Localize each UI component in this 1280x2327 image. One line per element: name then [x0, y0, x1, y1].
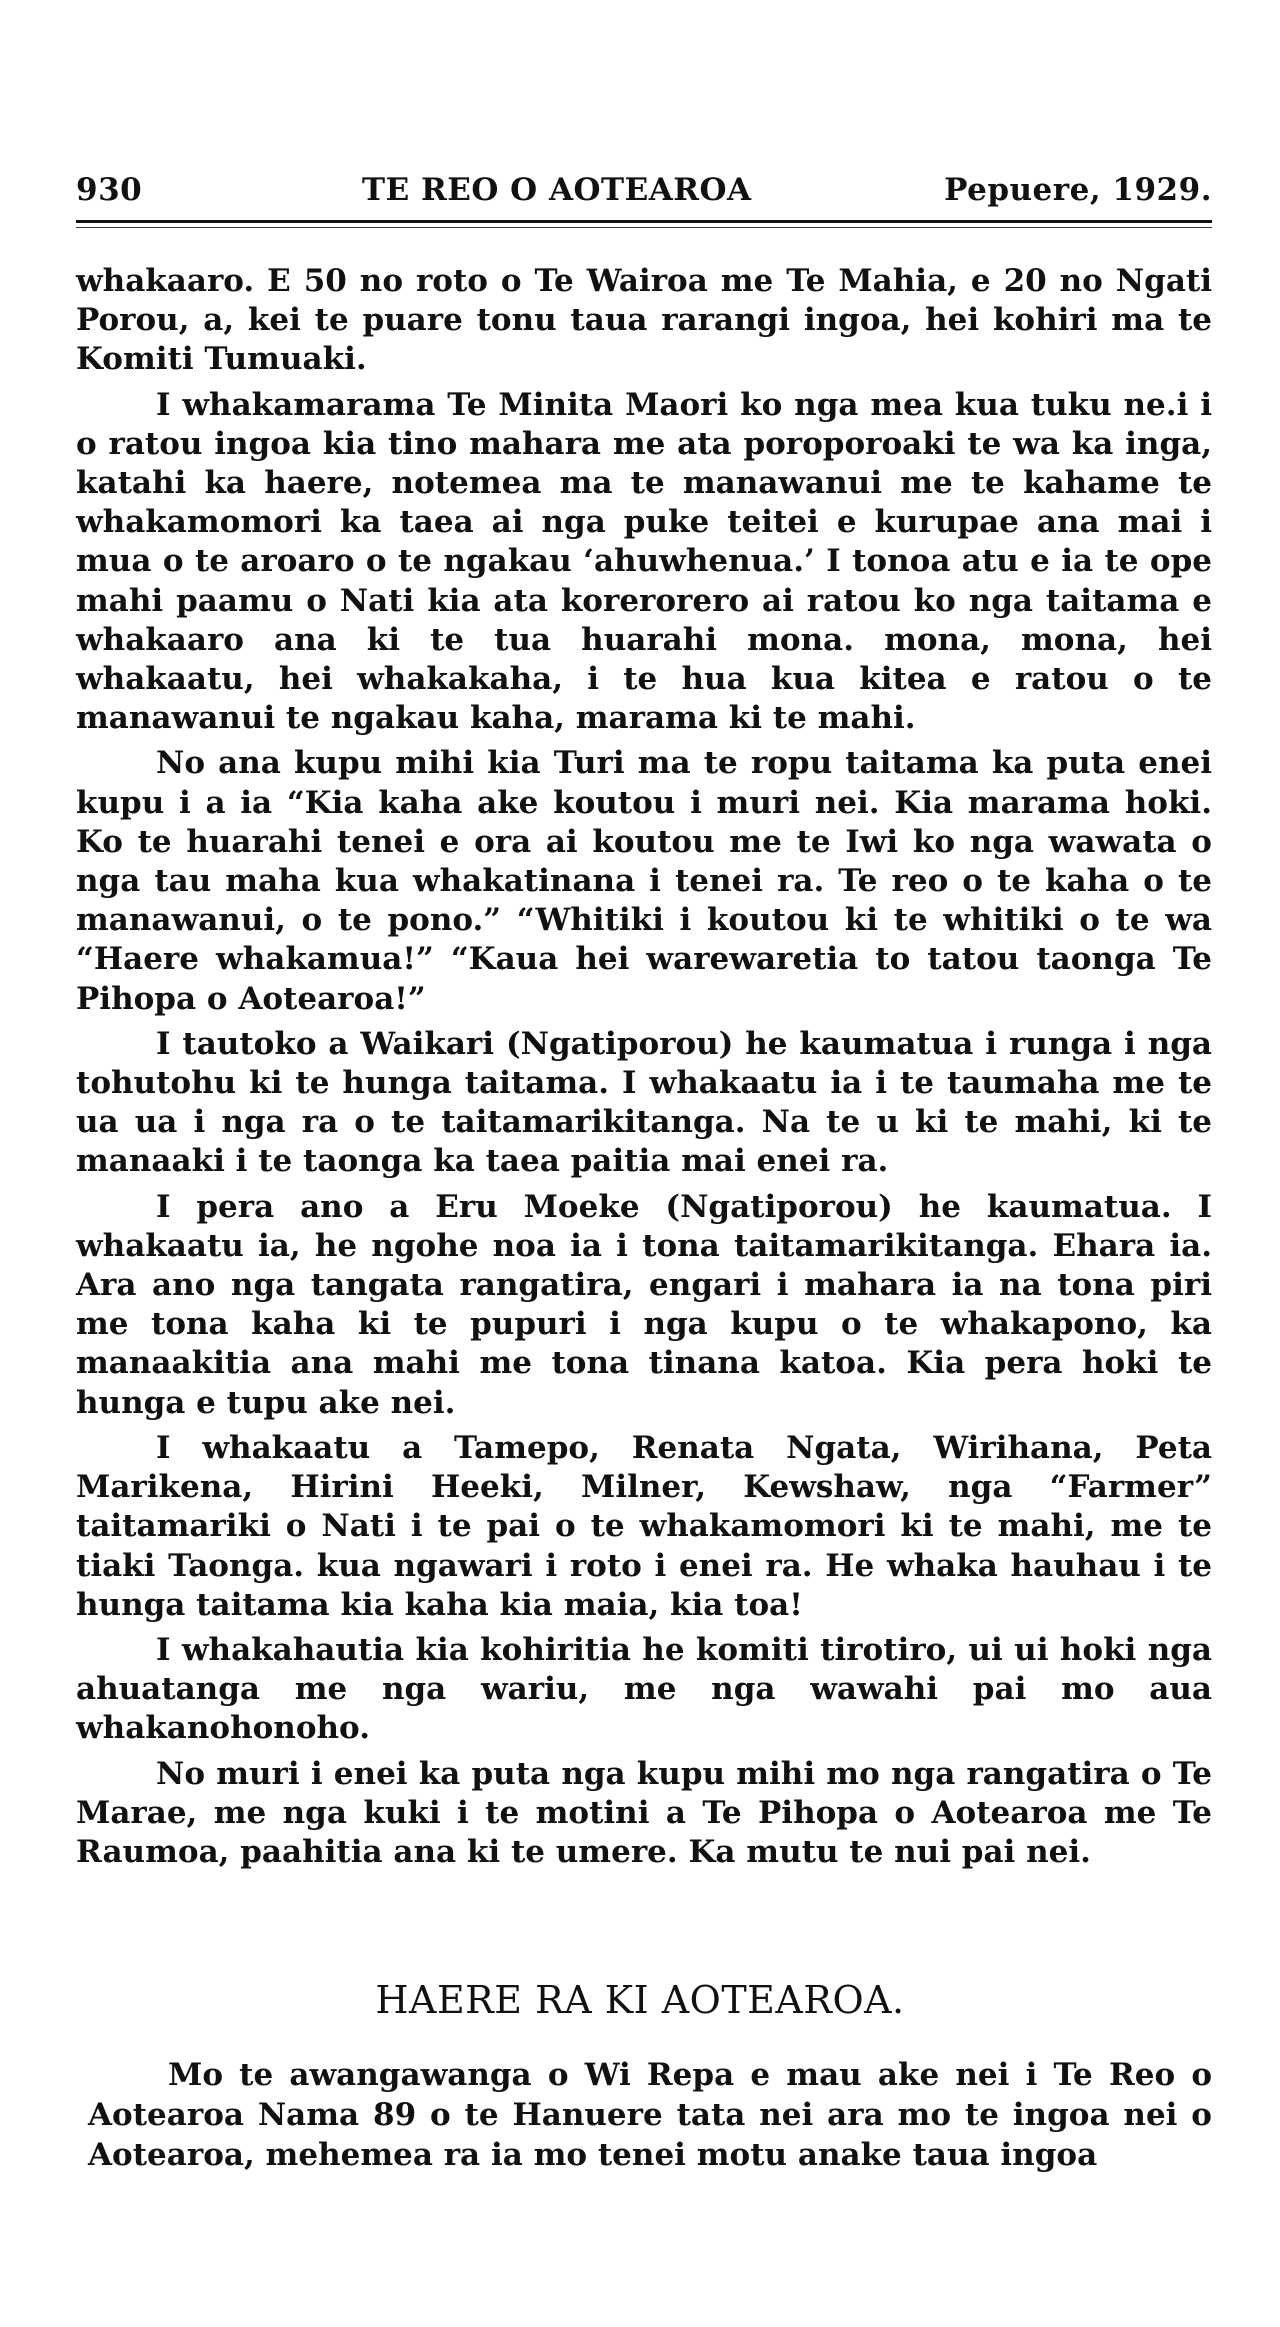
- paragraph: I whakaatu a Tamepo, Renata Ngata, Wirihana, Peta Marikena, Hirini Heeki, Milner, Kewshaw, nga “Farmer” taitamariki o Nati i te pai o te whakamomori ki te mahi, me te tiaki Taonga. kua ngawari i roto i enei ra. He whaka hauhau i te hunga taitama kia kaha kia maia, kia toa!: [76, 1429, 1212, 1623]
- running-head: [76, 172, 1212, 216]
- section-body: [88, 2055, 1212, 2175]
- paragraph: I whakamarama Te Minita Maori ko nga mea kua tuku ne.i i o ratou ingoa kia tino mahara me ata poroporoaki te wa ka inga, katahi ka haere, notemea ma te manawanui me te kahame te whakamomori ka taea ai nga puke teitei e kurupae ana mai i mua o te aroaro o te ngakau ‘ahuwhenua.’ I tonoa atu e ia te ope mahi paamu o Nati kia ata korerorero ai ratou ko nga taitama e whakaaro ana ki te tua huarahi mona. mona, mona, hei whakaatu, hei whakakaha, i te hua kua kitea e ratou o te manawanui te ngakau kaha, marama ki te mahi.: [76, 386, 1212, 737]
- issue-date: Pepuere, 1929.: [944, 172, 1212, 208]
- page-number: 930: [76, 172, 143, 208]
- paragraph: No ana kupu mihi kia Turi ma te ropu taitama ka puta enei kupu i a ia “Kia kaha ake koutou i muri nei. Kia marama hoki. Ko te huarahi tenei e ora ai koutou me te Iwi ko nga wawata o nga tau maha kua whakatinana i tenei ra. Te reo o te kaha o te manawanui, o te pono.” “Whitiki i koutou ki te whitiki o te wa “Haere whakamua!” “Kaua hei warewaretia to tatou taonga Te Pihopa o Aotearoa!”: [76, 745, 1212, 1017]
- paragraph: I tautoko a Waikari (Ngatiporou) he kaumatua i runga i nga tohutohu ki te hunga taitama. I whakaatu ia i te taumaha me te ua ua i nga ra o te taitamarikitanga. Na te u ki te mahi, ki te manaaki i te taonga ka taea paitia mai enei ra.: [76, 1025, 1212, 1180]
- paragraph: I pera ano a Eru Moeke (Ngatiporou) he kaumatua. I whakaatu ia, he ngohe noa ia i tona taitamarikitanga. Ehara ia. Ara ano nga tangata rangatira, engari i mahara ia na tona piri me tona kaha ki te pupuri i nga kupu o te whakapono, ka manaakitia ana mahi me tona tinana katoa. Kia pera hoki te hunga e tupu ake nei.: [76, 1188, 1212, 1421]
- header-rule-thick: [76, 220, 1212, 223]
- journal-title: TE REO O AOTEAROA: [362, 172, 752, 208]
- paragraph-continuation: whakaaro. E 50 no roto o Te Wairoa me Te Mahia, e 20 no Ngati Porou, a, kei te puare tonu taua rarangi ingoa, hei kohiri ma te Komiti Tumuaki.: [76, 263, 1212, 378]
- section-paragraph: Mo te awangawanga o Wi Repa e mau ake nei i Te Reo o Aotearoa Nama 89 o te Hanuere tata nei ara mo te ingoa nei o Aotearoa, mehemea ra ia mo tenei motu anake taua ingoa: [88, 2057, 1212, 2173]
- article-body: [76, 262, 1212, 1878]
- header-rule-thin: [76, 227, 1212, 228]
- paragraph: I whakahautia kia kohiritia he komiti tirotiro, ui ui hoki nga ahuatanga me nga wariu, me nga wawahi pai mo aua whakanohonoho.: [76, 1631, 1212, 1747]
- section-heading: HAERE RA KI AOTEAROA.: [375, 1978, 905, 2022]
- paragraph: No muri i enei ka puta nga kupu mihi mo nga rangatira o Te Marae, me nga kuki i te motini a Te Pihopa o Aotearoa me Te Raumoa, paahitia ana ki te umere. Ka mutu te nui pai nei.: [76, 1755, 1212, 1870]
